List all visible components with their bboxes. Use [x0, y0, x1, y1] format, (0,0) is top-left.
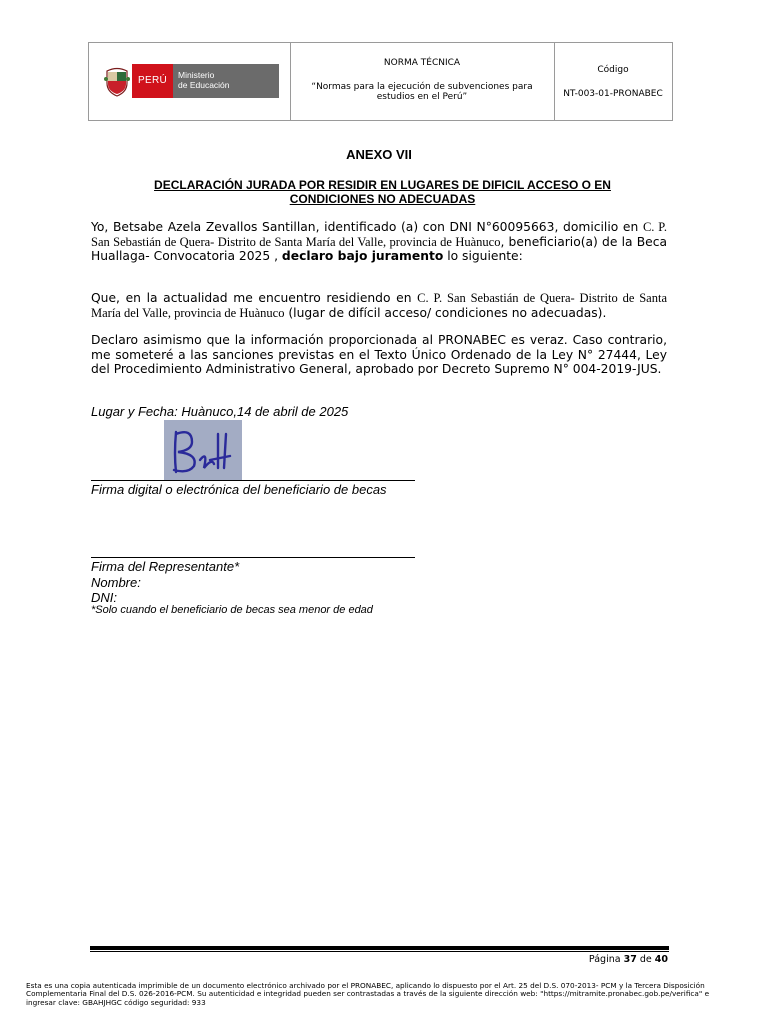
paragraph-declarant: [91, 220, 667, 264]
codigo-label: Código: [597, 65, 629, 75]
paragraph-veracity: Declaro asimismo que la información proporcionada al PRONABEC es veraz. Caso contrario, me someteré a las sanciones previstas en el Texto Único Ordenado de la Ley N° 27444, Ley del Procedimiento Administrativo General, aprobado por Decreto Supremo N° 004-2019-JUS.: [91, 333, 667, 376]
header-norma-cell: [290, 43, 555, 120]
anexo-heading: ANEXO VII: [346, 147, 412, 162]
signature-line-representative: [91, 557, 415, 558]
representative-block: [91, 559, 239, 606]
p1-text-b: , beneficiario(a) de la Beca Huallaga- Convocatoria 2025 ,: [91, 234, 667, 263]
paragraph-residence: [91, 291, 667, 320]
page-number: [560, 954, 668, 965]
logo-peru: PERÚ: [132, 64, 173, 98]
norma-description: “Normas para la ejecución de subvenciones para estudios en el Perú”: [311, 82, 533, 102]
minor-note: *Solo cuando el beneficiario de becas sea menor de edad: [91, 604, 373, 616]
signature-scribble-icon: [164, 420, 242, 480]
p1-text-c: lo siguiente:: [443, 249, 523, 263]
footer-rule-thin: [90, 951, 669, 952]
signature-image: [164, 420, 242, 480]
p2-address: C. P. San Sebastián de Quera- Distrito de Santa María del Valle, provincia de Huànuco: [91, 291, 667, 320]
representative-signature-label: Firma del Representante*: [91, 559, 240, 574]
header-table: [88, 42, 673, 121]
p1-declaro: declaro bajo juramento: [281, 249, 444, 263]
norma-label: NORMA TÉCNICA: [383, 58, 461, 68]
representative-name-label: Nombre:: [91, 574, 141, 590]
p2-text-a: Que, en la actualidad me encuentro residiendo en: [91, 291, 418, 305]
document-title: DECLARACIÓN JURADA POR RESIDIR EN LUGARES DE DIFICIL ACCESO O EN CONDICIONES NO ADECUADAS: [154, 178, 611, 206]
place-and-date: Lugar y Fecha: Huànuco,14 de abril de 2025: [91, 404, 349, 419]
logo-ministerio-line1: Ministerio: [178, 70, 215, 80]
p1-text-a: Yo, Betsabe Azela Zevallos Santillan, identificado (a) con DNI N°60095663, domicilio en: [91, 220, 643, 234]
footer-rule-thick: [90, 946, 669, 950]
representative-dni-label: DNI:: [91, 590, 117, 605]
logo-ministerio-line2: de Educación: [178, 80, 230, 90]
page-total: 40: [654, 954, 668, 965]
codigo-value: NT-003-01-PRONABEC: [563, 89, 663, 99]
coat-of-arms-icon: [104, 65, 130, 97]
page-current: 37: [623, 954, 637, 965]
signature-line-beneficiary: [91, 480, 415, 481]
p2-text-b: (lugar de difícil acceso/ condiciones no adecuadas).: [284, 305, 607, 320]
page-label: Página: [588, 954, 621, 965]
header-logo-cell: [89, 43, 291, 120]
beneficiary-signature-label: Firma digital o electrónica del beneficiario de becas: [91, 482, 387, 497]
page-of: de: [639, 954, 652, 965]
header-codigo-cell: [554, 43, 672, 120]
logo-ministerio: [173, 64, 279, 98]
authenticity-footer: Esta es una copia autenticada imprimible de un documento electrónico archivado por el PRONABEC, aplicando lo dispuesto por el Art. 25 del D.S. 070-2013- PCM y la Tercera Disposición Complementaria Final del D.S. 026-2016-PCM. Su autenticidad e integridad pueden ser contrastadas a través de la siguiente dirección web: "https://mitramite.pronabec.gob.pe/verifica" e ingresar clave: GBAHJHGC código seguridad: 933: [26, 981, 710, 1007]
p1-address: C. P. San Sebastián de Quera- Distrito de Santa María del Valle, provincia de Huànuco: [91, 220, 668, 249]
